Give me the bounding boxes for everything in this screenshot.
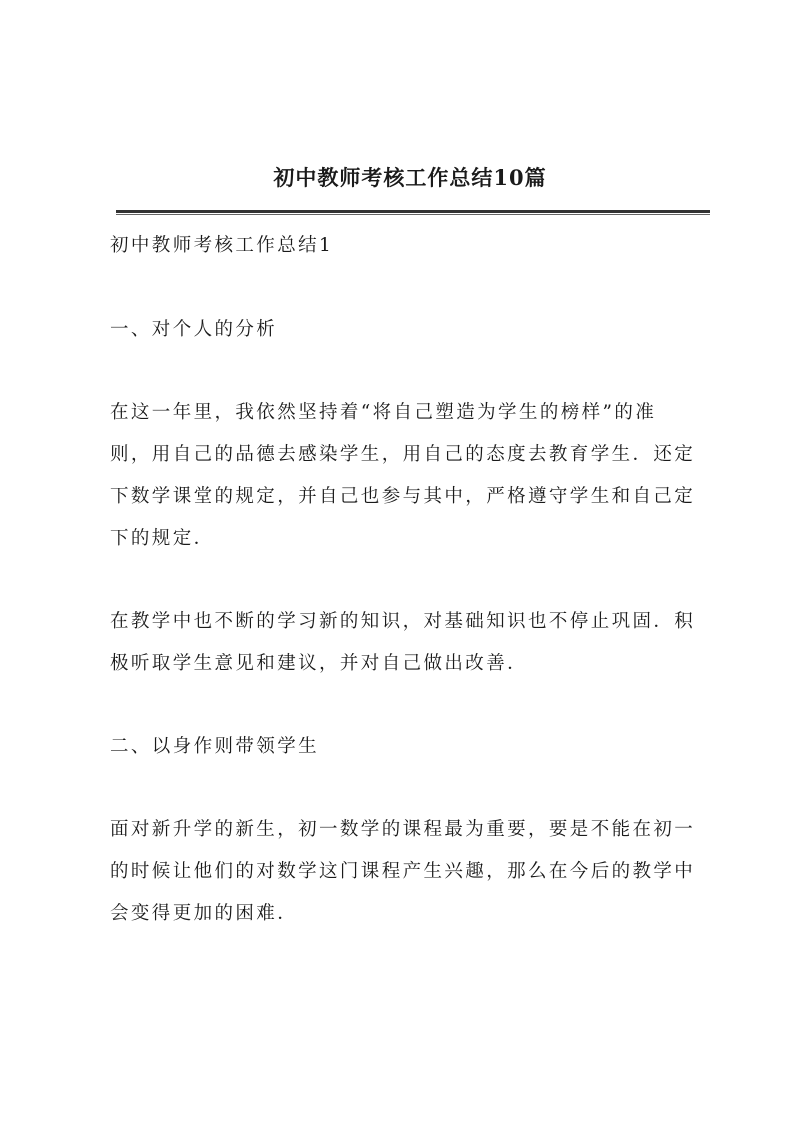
paragraph-line: 的时候让他们的对数学这门课程产生兴趣，那么在今后的教学中 — [110, 861, 696, 882]
section-heading-1: 一、对个人的分析 — [110, 319, 278, 340]
document-title: 初中教师考核工作总结10篇 — [273, 165, 547, 190]
paragraph-line: 下的规定． — [110, 528, 215, 549]
title-divider — [116, 210, 710, 215]
paragraph-line: 则，用自己的品德去感染学生，用自己的态度去教育学生．还定 — [110, 444, 696, 465]
section-heading-2: 二、以身作则带领学生 — [110, 736, 320, 757]
paragraph-line: 在教学中也不断的学习新的知识，对基础知识也不停止巩固．积 — [110, 611, 696, 632]
paragraph-line: 极听取学生意见和建议，并对自己做出改善． — [110, 653, 529, 674]
document-subheading: 初中教师考核工作总结1 — [110, 235, 334, 256]
paragraph-line: 会变得更加的困难． — [110, 903, 299, 924]
paragraph-line: 在这一年里，我依然坚持着“将自己塑造为学生的榜样”的准 — [110, 402, 657, 423]
paragraph-line: 下数学课堂的规定，并自己也参与其中，严格遵守学生和自己定 — [110, 486, 696, 507]
paragraph-line: 面对新升学的新生，初一数学的课程最为重要，要是不能在初一 — [110, 819, 696, 840]
